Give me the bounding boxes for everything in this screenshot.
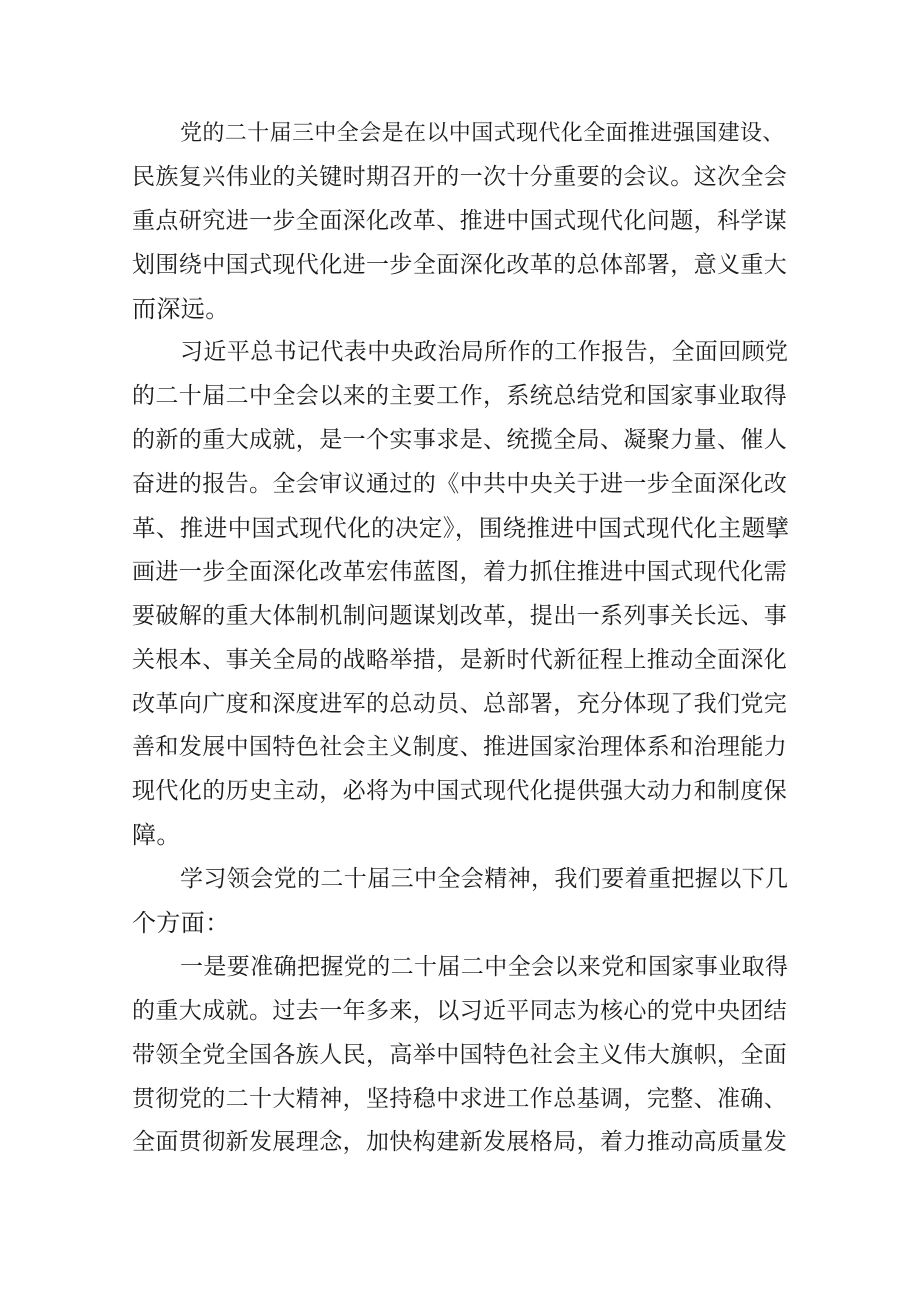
- text-line: 奋进的报告。全会审议通过的《中共中央关于进一步全面深化改: [132, 471, 788, 498]
- text-line: 善和发展中国特色社会主义制度、推进国家治理体系和治理能力: [132, 734, 788, 761]
- text-line: 划围绕中国式现代化进一步全面深化改革的总体部署，意义重大: [132, 251, 788, 278]
- text-line: 贯彻党的二十大精神，坚持稳中求进工作总基调，完整、准确、: [132, 1085, 788, 1112]
- document-body: [132, 112, 796, 1165]
- text-line: 要破解的重大体制机制问题谋划改革，提出一系列事关长远、事: [132, 602, 788, 629]
- text-line: 的新的重大成就，是一个实事求是、统揽全局、凝聚力量、催人: [132, 427, 788, 454]
- text-line: 一是要准确把握党的二十届二中全会以来党和国家事业取得: [180, 953, 789, 980]
- text-line: 的二十届二中全会以来的主要工作，系统总结党和国家事业取得: [132, 383, 788, 410]
- text-line: 而深远。: [132, 294, 230, 323]
- text-line: 革、推进中国式现代化的决定》，围绕推进中国式现代化主题擘: [132, 514, 790, 543]
- text-line: 带领全党全国各族人民，高举中国特色社会主义伟大旗帜，全面: [132, 1041, 788, 1068]
- text-line: 重点研究进一步全面深化改革、推进中国式现代化问题，科学谋: [132, 207, 788, 234]
- text-line: 的重大成就。过去一年多来，以习近平同志为核心的党中央团结: [132, 997, 788, 1024]
- text-line: 个方面：: [132, 909, 230, 938]
- text-line: 党的二十届三中全会是在以中国式现代化全面推进强国建设、: [180, 121, 785, 146]
- text-line: 画进一步全面深化改革宏伟蓝图，着力抓住推进中国式现代化需: [132, 558, 788, 585]
- text-line: 全面贯彻新发展理念，加快构建新发展格局，着力推动高质量发: [132, 1129, 788, 1156]
- text-line: 改革向广度和深度进军的总动员、总部署，充分体现了我们党完: [132, 690, 788, 717]
- text-line: 习近平总书记代表中央政治局所作的工作报告，全面回顾党: [180, 339, 789, 366]
- text-line: 学习领会党的二十届三中全会精神，我们要着重把握以下几: [180, 866, 789, 893]
- text-line: 障。: [132, 821, 181, 850]
- text-line: 现代化的历史主动，必将为中国式现代化提供强大动力和制度保: [132, 778, 788, 805]
- text-line: 民族复兴伟业的关键时期召开的一次十分重要的会议。这次全会: [132, 163, 788, 190]
- text-line: 关根本、事关全局的战略举措，是新时代新征程上推动全面深化: [132, 646, 788, 673]
